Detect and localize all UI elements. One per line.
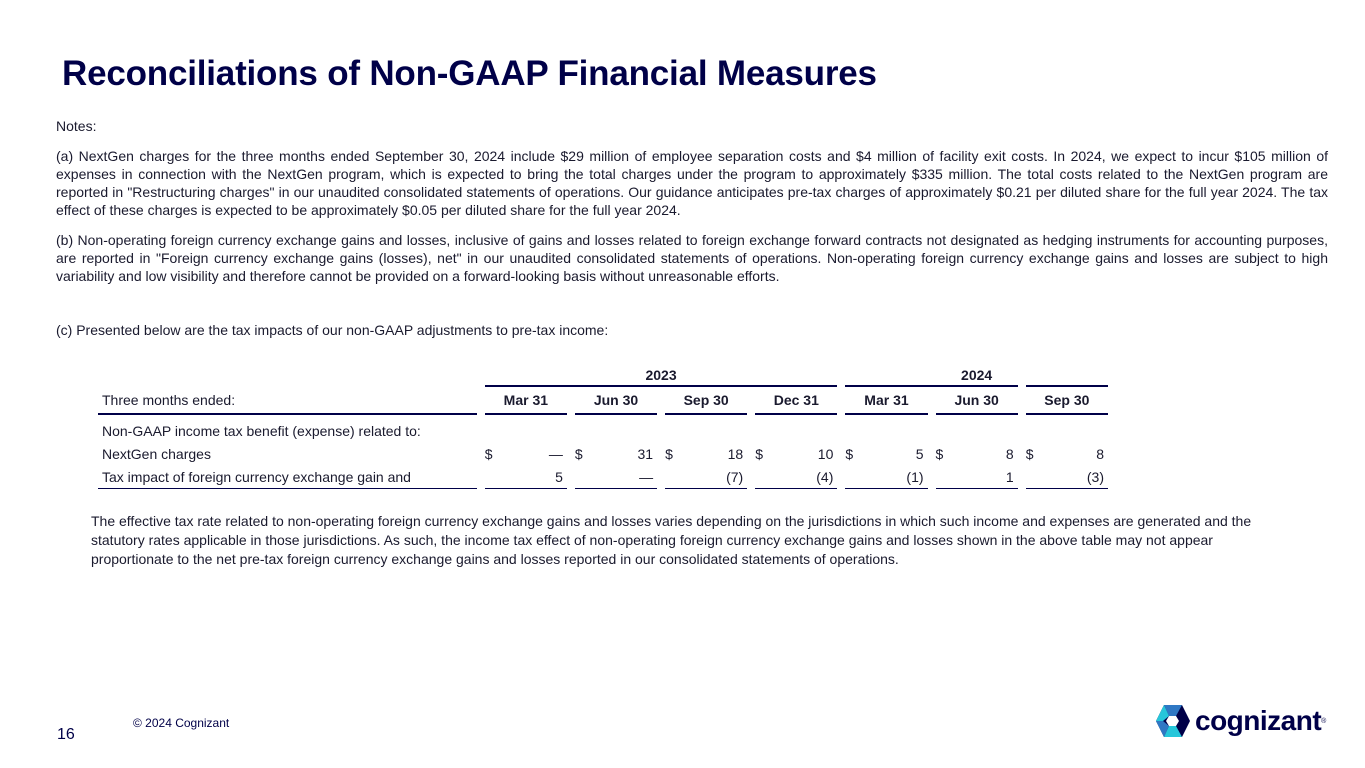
period-header: Sep 30 [1026,386,1108,414]
tax-rate-footnote: The effective tax rate related to non-operating foreign currency exchange gains and losses varies depending on the jurisdictions in which such income and expenses are generated and the statutory rates applicable in those jurisdictions. As such, the income tax effect of non-operating foreign currency exchange gains and losses shown in the above table may not appear proportionate to the net pre-tax foreign currency exchange gains and losses reported in our consolidated statements of operations. [91,513,1252,567]
period-header-row [98,386,1108,414]
currency-symbol [575,465,595,489]
period-header: Jun 30 [575,386,657,414]
section-label-row [98,414,1108,442]
tax-impact-table [98,365,1108,489]
currency-symbol [845,465,865,489]
cognizant-logo-icon [1155,704,1191,738]
table-row [98,442,1108,465]
notes-section [56,117,1328,351]
table-cell: — [595,465,657,489]
table-cell: 5 [915,445,924,462]
row-label: Tax impact of foreign currency exchange gain and [98,465,477,489]
note-b: (b) Non-operating foreign currency exchange gains and losses, inclusive of gains and losses related to foreign exchange forward contracts not designated as hedging instruments for accounting purposes, are reported in "Foreign currency exchange gains (losses), net" in our unaudited consolidated statements of operations. Non-operating foreign currency exchange gains and losses are subject to high variability and low visibility and therefore cannot be provided on a forward-looking basis without unreasonable efforts. [56,232,1328,284]
currency-symbol: $ [755,445,764,462]
period-header: Dec 31 [755,386,837,414]
note-a: (a) NextGen charges for the three months ended September 30, 2024 include $29 million of employee separation costs and $4 million of facility exit costs. In 2024, we expect to incur $105 million of expenses in connection with the NextGen program, which is expected to bring the total charges under the program to approximately $335 million. The total costs related to the NextGen program are reported in "Restructuring charges" in our unaudited consolidated statements of operations. Our guidance anticipates pre-tax charges of approximately $0.21 per diluted share for the full year 2024. The tax effect of these charges is expected to be approximately $0.05 per diluted share for the full year 2024. [56,148,1328,218]
page-number: 16 [57,726,75,743]
period-label: Three months ended: [98,386,477,414]
table-cell: 10 [817,445,834,462]
currency-symbol [485,465,505,489]
period-header: Mar 31 [845,386,927,414]
currency-symbol [936,465,956,489]
currency-symbol: $ [665,445,673,462]
logo-wordmark: cognizant [1195,705,1322,736]
table-cell: 8 [1005,445,1014,462]
currency-symbol: $ [484,445,493,462]
table-cell: 1 [956,465,1018,489]
year-2024-label: 2024 [936,365,1018,386]
period-header: Jun 30 [936,386,1018,414]
table-row [98,465,1108,489]
table-cell: 5 [505,465,567,489]
row-label: NextGen charges [102,445,211,462]
table-cell: — [548,445,563,462]
table-cell: (7) [685,465,747,489]
currency-symbol: $ [574,445,583,462]
table-cell: (1) [865,465,927,489]
currency-symbol [755,465,775,489]
cognizant-logo [1155,704,1326,738]
currency-symbol: $ [845,445,854,462]
currency-symbol: $ [935,445,944,462]
page-title: Reconciliations of Non-GAAP Financial Measures [62,54,877,93]
section-label: Non-GAAP income tax benefit (expense) related to: [102,422,421,439]
table-cell: (3) [1046,465,1108,489]
table-cell: (4) [775,465,837,489]
logo-registered-mark: ® [1321,717,1327,725]
currency-symbol [665,465,685,489]
table-cell: 31 [637,445,654,462]
note-c: (c) Presented below are the tax impacts of our non-GAAP adjustments to pre-tax income: [56,322,609,338]
year-header-row [98,365,1108,386]
period-header: Mar 31 [485,386,567,414]
copyright-notice: © 2024 Cognizant [133,716,230,730]
year-2023-label: 2023 [485,365,838,386]
notes-heading: Notes: [56,118,97,134]
currency-symbol: $ [1025,445,1034,462]
period-header: Sep 30 [665,386,747,414]
currency-symbol [1026,465,1046,489]
table-cell: 8 [1096,445,1104,462]
table-cell: 18 [727,445,744,462]
